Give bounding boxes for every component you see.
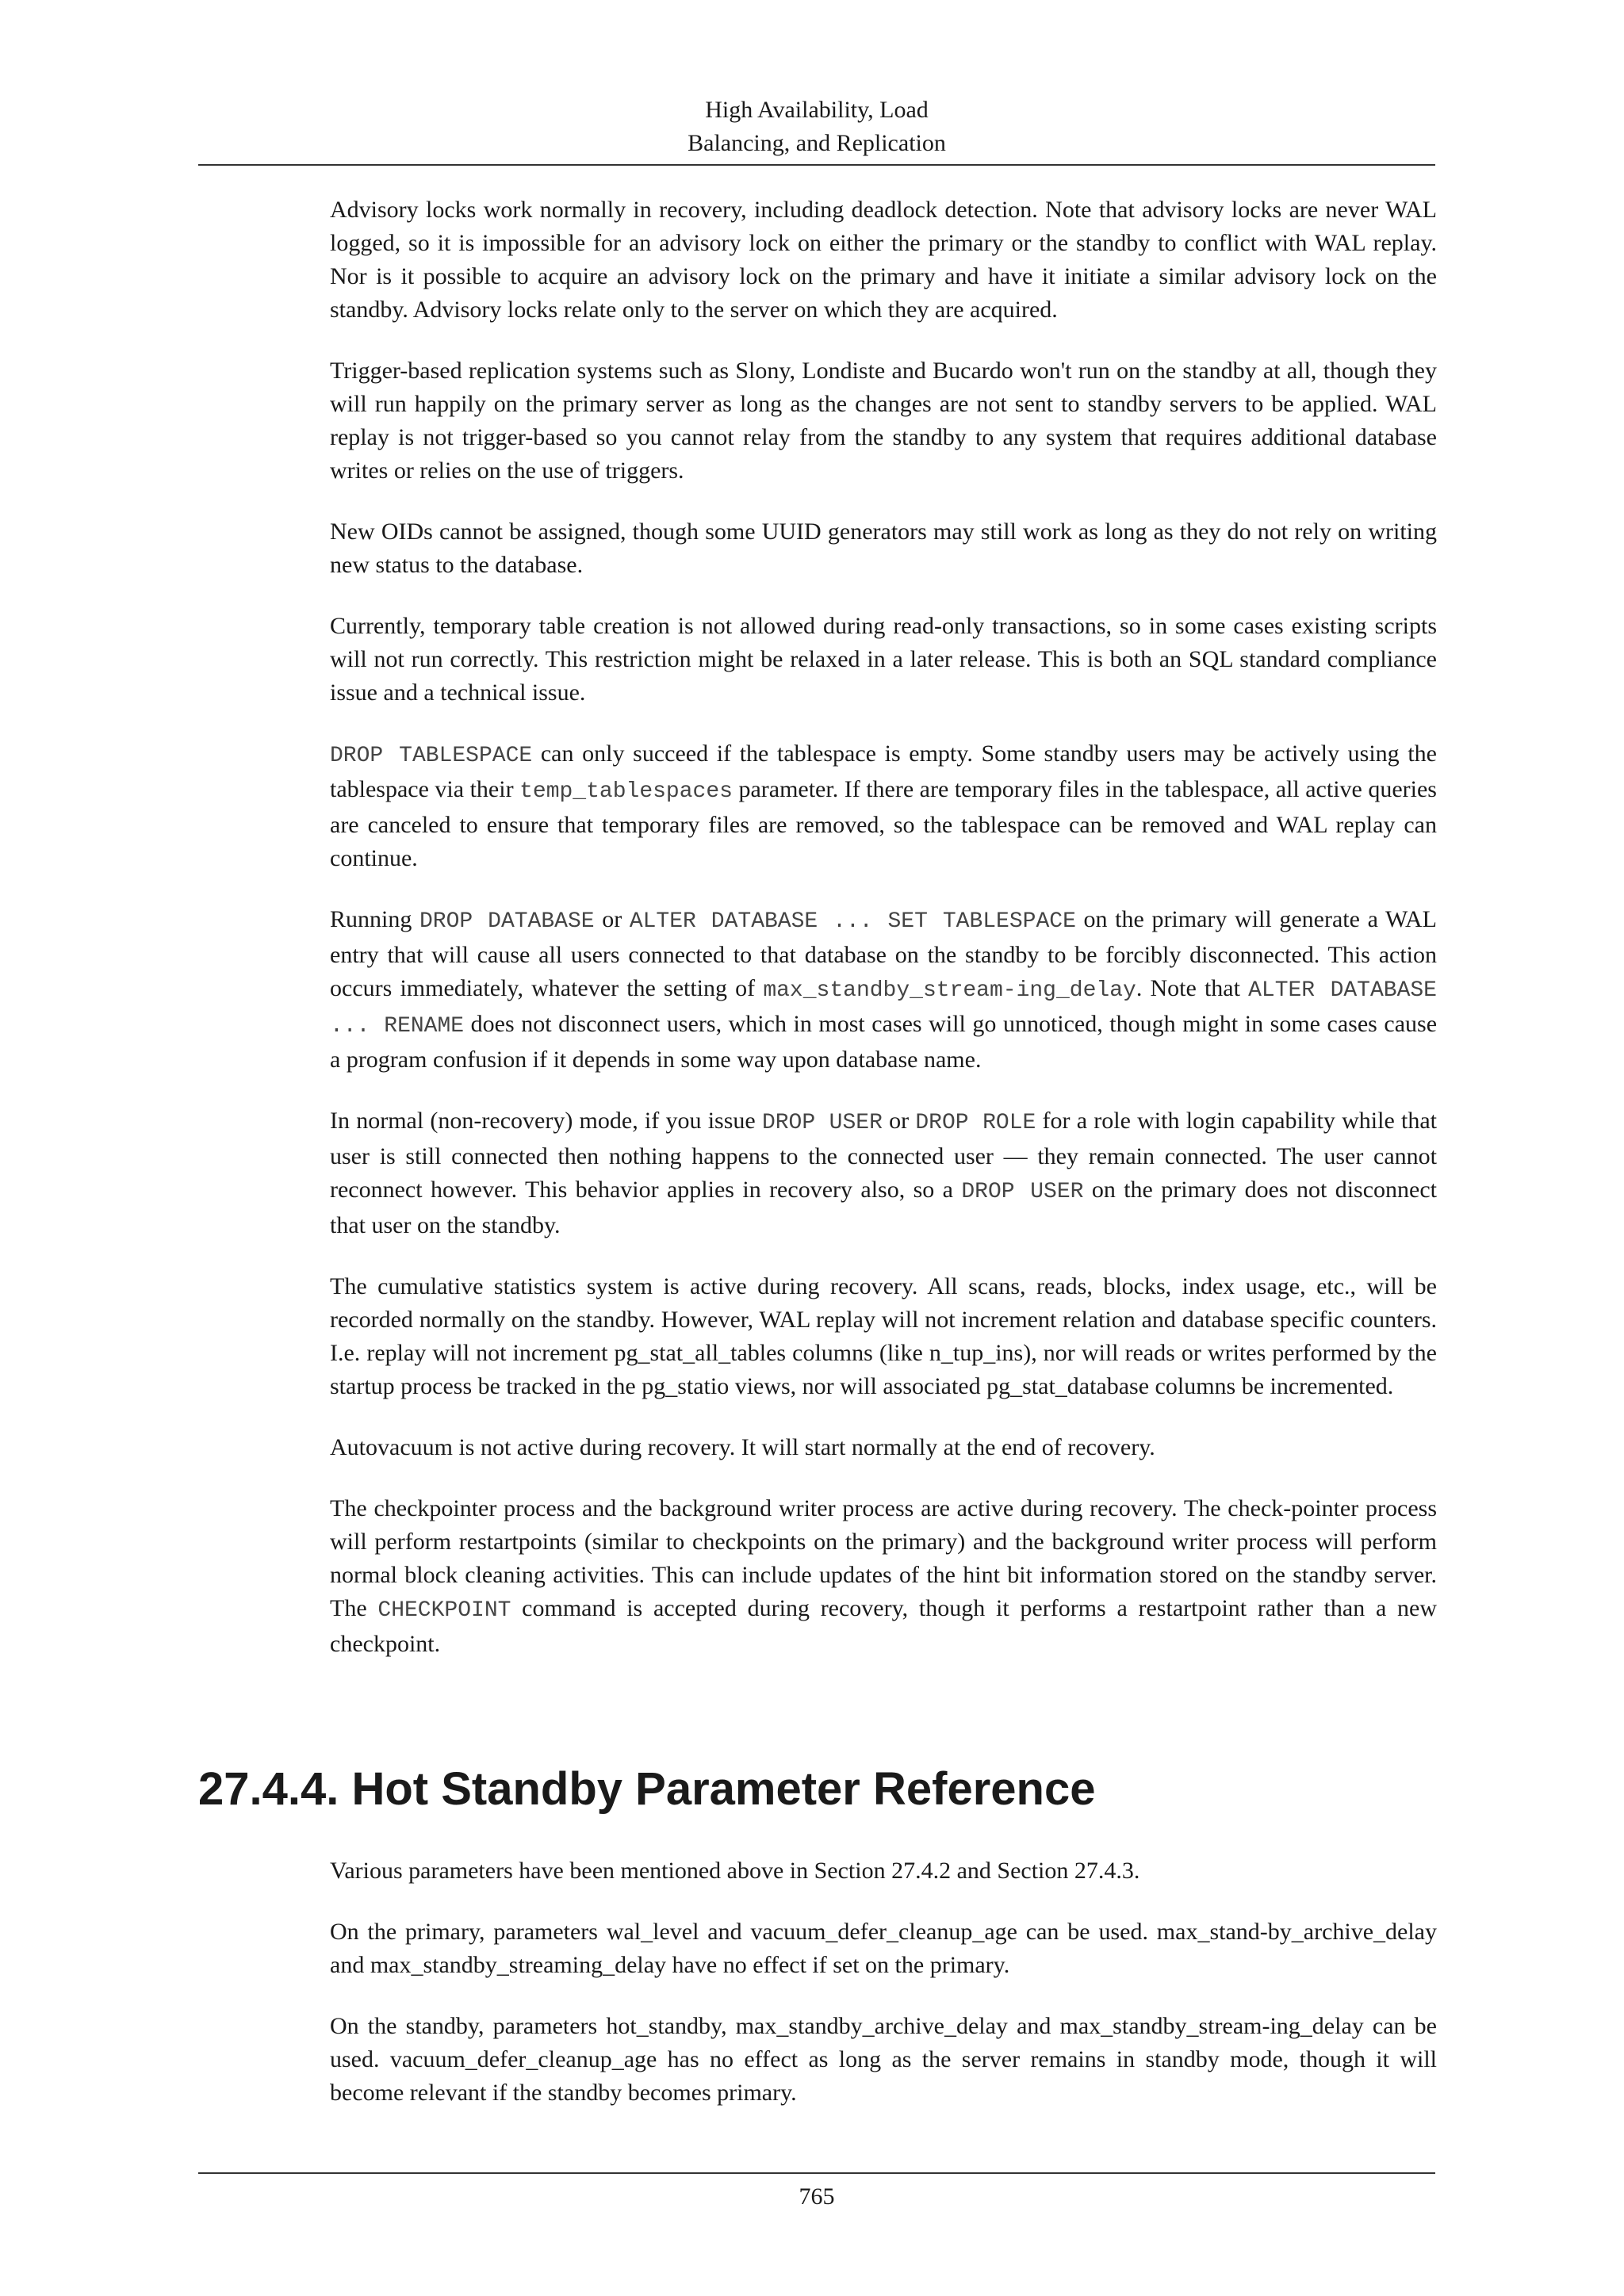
paragraph-drop-database: [330, 903, 1437, 1077]
text-segment: for a role with login capability while that user is still connected then nothing happens to the connected user — they remain connected. The user cannot reconnect however. This behavior applies in recovery also, so a: [330, 1108, 1437, 1203]
code-drop-tablespace: DROP TABLESPACE: [330, 744, 533, 768]
text-segment: . Note that: [1136, 975, 1249, 1001]
section-heading: 27.4.4. Hot Standby Parameter Reference: [198, 1763, 1096, 1815]
code-checkpoint: CHECKPOINT: [377, 1598, 511, 1623]
text-segment: The checkpointer process and the background writer process are active during recovery. The check-pointer process will perform restartpoints (similar to checkpoints on the primary) and the background writer process will perform normal block cleaning activities. This can include updates of the hint bit information stored on the standby server. The: [330, 1495, 1437, 1621]
code-drop-user: DROP USER: [761, 1111, 883, 1135]
code-drop-role: DROP ROLE: [915, 1111, 1036, 1135]
page-number: 765: [799, 2183, 835, 2210]
code-alter-database-set-tablespace: ALTER DATABASE ... SET TABLESPACE: [629, 909, 1076, 934]
code-temp-tablespaces: temp_tablespaces: [519, 779, 733, 804]
text-segment: command is accepted during recovery, though it performs a restartpoint rather than a new checkpoint.: [330, 1595, 1437, 1657]
header-line-1: High Availability, Load: [705, 97, 929, 123]
code-max-standby-streaming-delay: max_standby_stream-ing_delay: [763, 978, 1136, 1003]
text-segment: or: [882, 1108, 916, 1134]
text-segment: or: [594, 906, 630, 932]
text-segment: Running: [330, 906, 419, 932]
section-body: [330, 1854, 1437, 2137]
paragraph-primary-parameters: On the primary, parameters wal_level and vacuum_defer_cleanup_age can be used. max_stand-by_archive_delay and max_standby_streaming_delay have no effect if set on the primary.: [330, 1919, 1437, 1978]
header-divider: [198, 164, 1435, 166]
text-segment: on the primary will generate a WAL entry that will cause all users connected to that database on the standby to be forcibly disconnected. This action occurs immediately, whatever the setting of: [330, 906, 1437, 1001]
text-segment: can only succeed if the tablespace is empty. Some standby users may be actively using the tablespace via their: [330, 740, 1437, 802]
body-text: [330, 193, 1437, 1689]
paragraph-drop-tablespace: [330, 737, 1437, 875]
paragraph-drop-user: [330, 1104, 1437, 1242]
text-segment: In normal (non-recovery) mode, if you issue: [330, 1108, 762, 1134]
code-drop-user-2: DROP USER: [961, 1180, 1084, 1204]
paragraph-temporary-tables: Currently, temporary table creation is not allowed during read-only transactions, so in some cases existing scripts will not run correctly. This restriction might be relaxed in a later release. This is both an SQL standard compliance issue and a technical issue.: [330, 613, 1437, 706]
paragraph-checkpointer: [330, 1492, 1437, 1661]
code-drop-database: DROP DATABASE: [419, 909, 595, 934]
paragraph-standby-parameters: On the standby, parameters hot_standby, max_standby_archive_delay and max_standby_stream-ing_delay can be used. vacuum_defer_cleanup_age has no effect as long as the server remains in standby mode, though it will become relevant if the standby becomes primary.: [330, 2013, 1437, 2106]
paragraph-cumulative-statistics: The cumulative statistics system is active during recovery. All scans, reads, blocks, index usage, etc., will be recorded normally on the standby. However, WAL replay will not increment relation and database specific counters. I.e. replay will not increment pg_stat_all_tables columns (like n_tup_ins), nor will reads or writes performed by the startup process be tracked in the pg_statio views, nor will associated pg_stat_database columns be incremented.: [330, 1273, 1437, 1399]
text-segment: parameter. If there are temporary files in the tablespace, all active queries are canceled to ensure that temporary files are removed, so the tablespace can be removed and WAL replay can continue.: [330, 776, 1437, 871]
paragraph-new-oids: New OIDs cannot be assigned, though some UUID generators may still work as long as they do not rely on writing new status to the database.: [330, 519, 1437, 578]
paragraph-parameters-mentioned: Various parameters have been mentioned above in Section 27.4.2 and Section 27.4.3.: [330, 1858, 1140, 1884]
paragraph-autovacuum: Autovacuum is not active during recovery. It will start normally at the end of recovery.: [330, 1434, 1155, 1460]
text-segment: on the primary does not disconnect that user on the standby.: [330, 1177, 1437, 1238]
text-segment: does not disconnect users, which in most cases will go unnoticed, though might in some cases cause a program confusion if it depends in some way upon database name.: [330, 1011, 1438, 1073]
code-alter-database-rename: ALTER DATABASE ... RENAME: [330, 978, 1437, 1039]
running-header: [198, 94, 1435, 160]
footer-divider: [198, 2172, 1435, 2174]
header-line-2: Balancing, and Replication: [688, 130, 946, 156]
paragraph-trigger-replication: Trigger-based replication systems such as Slony, Londiste and Bucardo won't run on the standby at all, though they will run happily on the primary server as long as the changes are not sent to standby servers to be applied. WAL replay is not trigger-based so you cannot relay from the standby to any system that requires additional database writes or relies on the use of triggers.: [330, 358, 1437, 484]
paragraph-advisory-locks: Advisory locks work normally in recovery, including deadlock detection. Note that advisory locks are never WAL logged, so it is impossible for an advisory lock on either the primary or the standby to conflict with WAL replay. Nor is it possible to acquire an advisory lock on the primary and have it initiate a similar advisory lock on the standby. Advisory locks relate only to the server on which they are acquired.: [330, 197, 1437, 323]
